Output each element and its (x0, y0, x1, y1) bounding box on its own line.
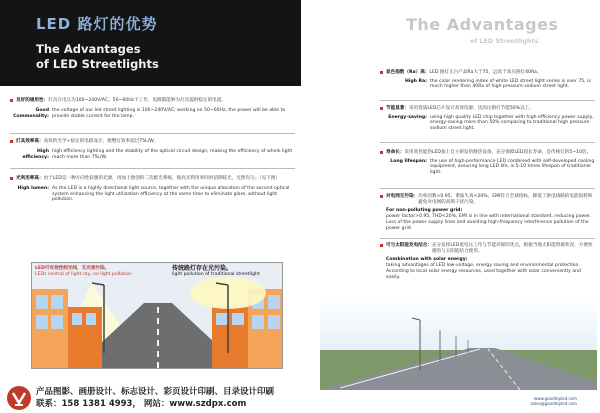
website-link[interactable]: www.goodmpled.com (533, 396, 577, 401)
divider (10, 133, 295, 134)
divider (380, 238, 595, 239)
bullet-icon (380, 71, 383, 74)
feature-high-ra: 显色指数（Ra）高： LED 路灯正白产品Ra大于75，远高于高压钠灯40Ra。 High Ra: the color rendering index of white LED street light series is over 75, is much higher than 40Ra of high pressure sodium street light. (380, 70, 596, 90)
left-title-en: The Advantages of LED Streetlights (36, 42, 159, 71)
street-scene-icon (32, 263, 283, 369)
contact-strip (320, 395, 597, 409)
feature-lifespan: 寿命长： 采用高性能热LED加上自主研发的散热设备，充分保障LED超长寿命，是传统灯的5~10倍。 Long lifespan: the use of high-performance LED combined with self-developed cooling equipment, assuring long LED life, is 5-10 times lifespan of traditional light. (380, 150, 596, 176)
feature-energy-saving: 节能显著： 采用优质LED芯片设计高效电源，比高压钠灯节能50%以上。 Energy-saving: using high quality LED chip together with high efficiency power supply, energy-saving more than 50% comparing to traditional high pressure sodium street light. (380, 106, 596, 132)
bullet-icon (380, 195, 383, 198)
highway-photo-icon (320, 300, 597, 390)
feature-commonality: 良好的通用性：灯具在电压为100~240V/AC；50~60Hz下工作，电源都能够为灯具提供稳定的电流。 Good Commonality: the voltage of our led street lighting is 100~240V/AC; working on 50~60Hz, the power will be able to provide stable current for the lamp. (10, 98, 296, 119)
bullet-icon (380, 107, 383, 110)
highway-streetlight-photo (320, 300, 597, 390)
caption-traditional: 传统路灯存在光污染。 light pollution of traditional streetlight (172, 265, 260, 277)
divider (380, 188, 595, 189)
feature-solar: 可与太阳能发电结合： 充分发挥LED低电压工作与节能环保的优点，根据当地太阳能资源状况，方便快捷的与太阳能结合使用。 Combination with solar energy: taking advantages of LED low-voltage, energy saving and environmental protection. According to local solar energy resources, used together with solar conveniently and easily. (380, 243, 596, 280)
right-title: The Advantages (406, 15, 559, 34)
footer-services: 产品图影、画册设计、标志设计、彩页设计印刷、目录设计印刷 (36, 387, 275, 397)
company-logo-icon (6, 385, 32, 411)
bullet-icon (10, 99, 13, 102)
divider (380, 100, 595, 101)
feature-efficiency: 灯具效率高：高效的光学+稳定的电路设计，使整灯效率超过75L/W。 High efficiency: high efficiency lighting and the stability of the optical circuit design, making the efficiency of whole light reach more than 75L/W. (10, 139, 296, 160)
feature-power-grid: 对电网无污染： 功率因数>0.95，谐波失真<20%，EMI符合全球指标，降低了供电线路的电能损耗和避免对电网的高频干扰污染。 For non-polluting power grid: power factor>0.95, THD<20%, EMI is in line with international standard, reducing power. Loss of the power supply lines and avoiding high-frequency interference pollution of the power grid. (380, 194, 596, 231)
right-subtitle: of LED Streetlights (470, 37, 539, 45)
divider (10, 168, 295, 169)
footer-contact: 联系：158 1381 4993， 网站：www.szdpx.com (36, 399, 247, 409)
divider (380, 142, 595, 143)
bullet-icon (10, 140, 13, 143)
left-title-cn: LED 路灯的优势 (36, 15, 158, 33)
feature-lumen: 光利用率高：由于LED是一种方向性较强的光源，再加上独创的二次配光系统，使高光利用率同时消除眩光，光照均匀。（见下图） High lumen: As the LED is a highly directional light source, together with the unique allocation of the second optical system enhancing the light utilization efficiency at the same time to eliminate glare, without light pollution. (10, 176, 296, 203)
email-link[interactable]: sales@goodmpled.com (530, 401, 577, 406)
streetlight-comparison-illustration (31, 262, 283, 369)
bullet-icon (10, 177, 13, 180)
bullet-icon (380, 244, 383, 247)
bullet-icon (380, 151, 383, 154)
caption-led: LED可有效控制光线，无光害污染。 LEDs control of light ray, no light pollution (35, 266, 132, 277)
